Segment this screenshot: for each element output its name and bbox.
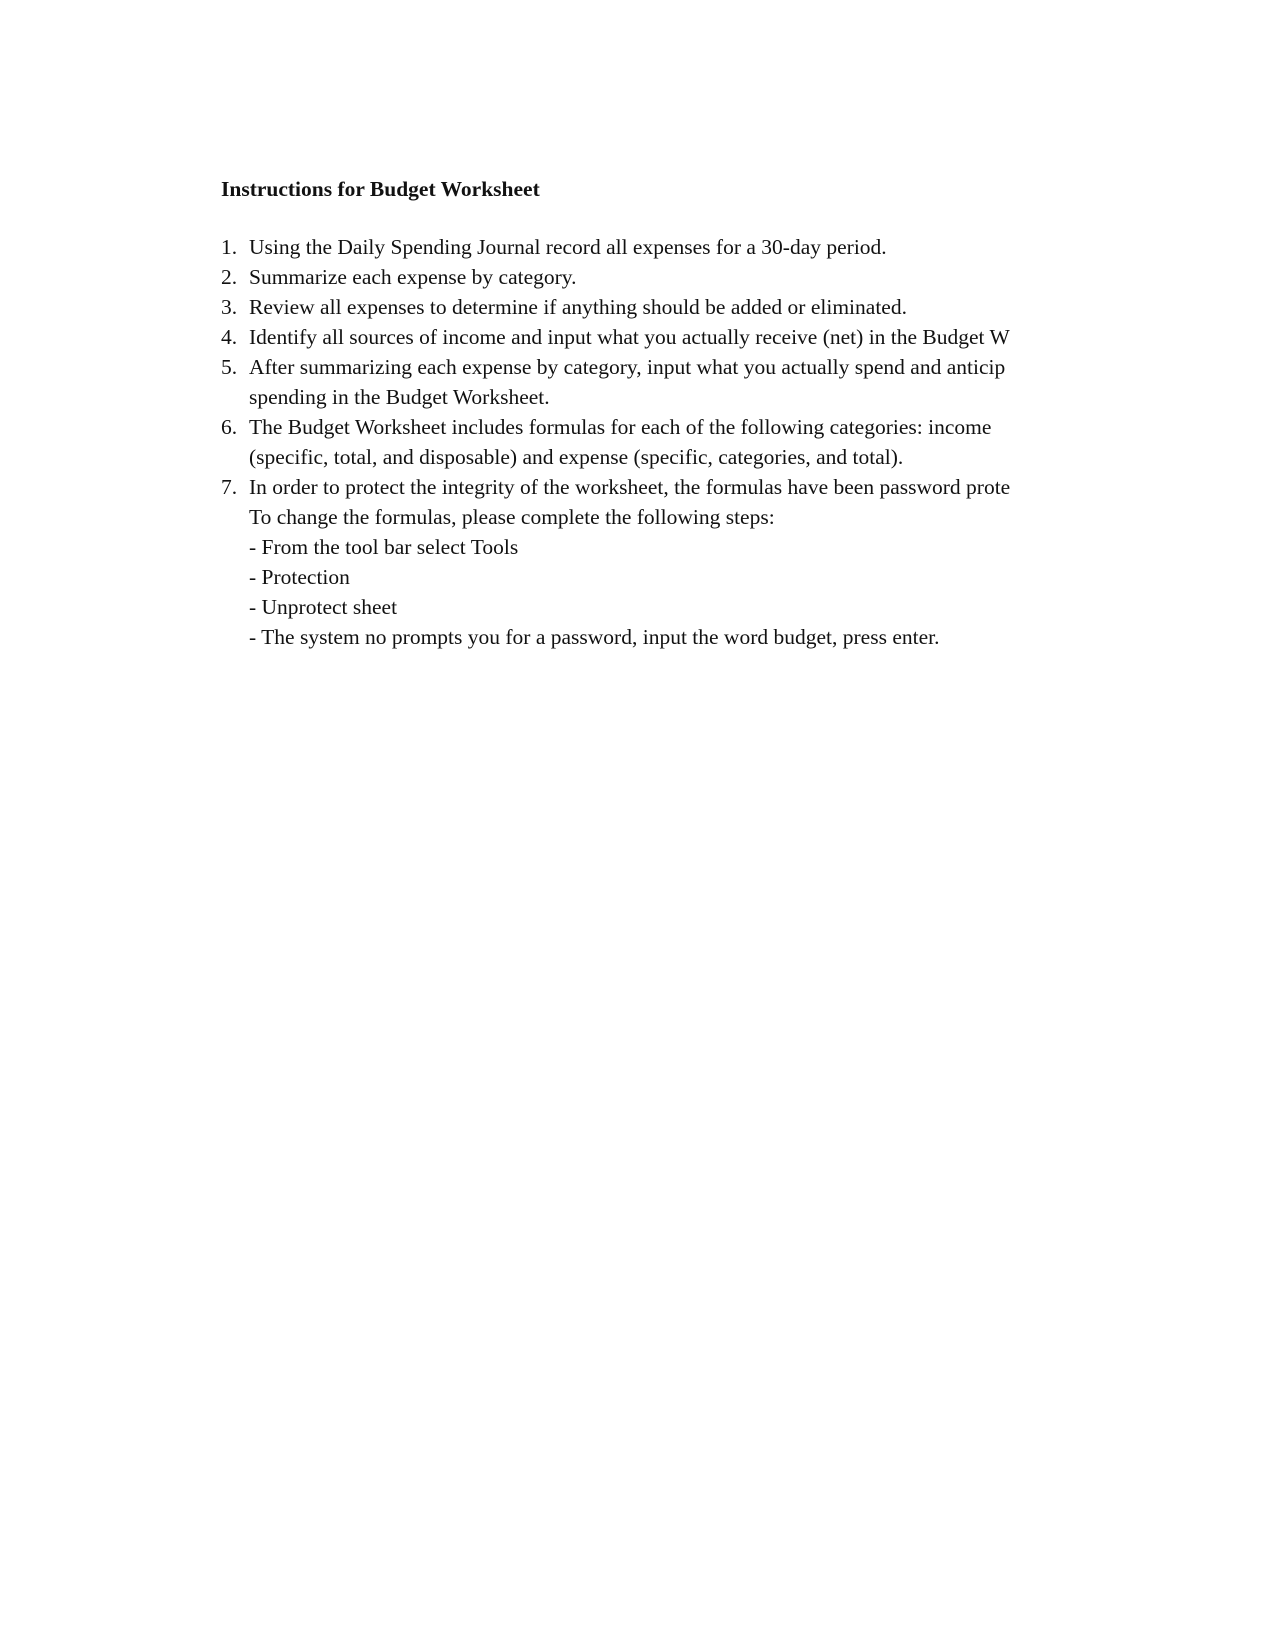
sub-step-text: - Protection — [249, 565, 350, 589]
list-item-3 — [221, 292, 1053, 322]
list-item-text: Using the Daily Spending Journal record all expenses for a 30-day period. — [249, 235, 887, 259]
list-item-text: After summarizing each expense by category, input what you actually spend and anticip — [249, 355, 1006, 379]
list-item-text: The Budget Worksheet includes formulas for each of the following categories: income — [249, 415, 992, 439]
document-title: Instructions for Budget Worksheet — [221, 177, 540, 201]
list-number: 2. — [221, 265, 238, 289]
list-item-text: (specific, total, and disposable) and expense (specific, categories, and total). — [249, 445, 904, 469]
sub-step-text: - Unprotect sheet — [249, 595, 398, 619]
list-item-7 — [221, 472, 1053, 652]
list-number: 7. — [221, 475, 238, 499]
list-number: 5. — [221, 355, 238, 379]
list-item-5 — [221, 352, 1053, 412]
list-item-text: Summarize each expense by category. — [249, 265, 577, 289]
list-item-1 — [221, 232, 1053, 262]
list-number: 1. — [221, 235, 238, 259]
instructions-list — [221, 232, 1053, 652]
list-item-6 — [221, 412, 1053, 472]
list-item-text: Review all expenses to determine if anything should be added or eliminated. — [249, 295, 907, 319]
sub-step-text: - From the tool bar select Tools — [249, 535, 519, 559]
list-item-text: In order to protect the integrity of the worksheet, the formulas have been password prote — [249, 475, 1011, 499]
list-number: 3. — [221, 295, 238, 319]
list-item-text: Identify all sources of income and input what you actually receive (net) in the Budget W — [249, 325, 1010, 349]
list-item-text: To change the formulas, please complete the following steps: — [249, 505, 775, 529]
list-item-2 — [221, 262, 1053, 292]
sub-step-text: - The system no prompts you for a password, input the word budget, press enter. — [249, 625, 940, 649]
list-number: 6. — [221, 415, 238, 439]
document-content — [221, 174, 1053, 652]
list-item-4 — [221, 322, 1053, 352]
list-number: 4. — [221, 325, 238, 349]
list-item-text: spending in the Budget Worksheet. — [249, 385, 550, 409]
